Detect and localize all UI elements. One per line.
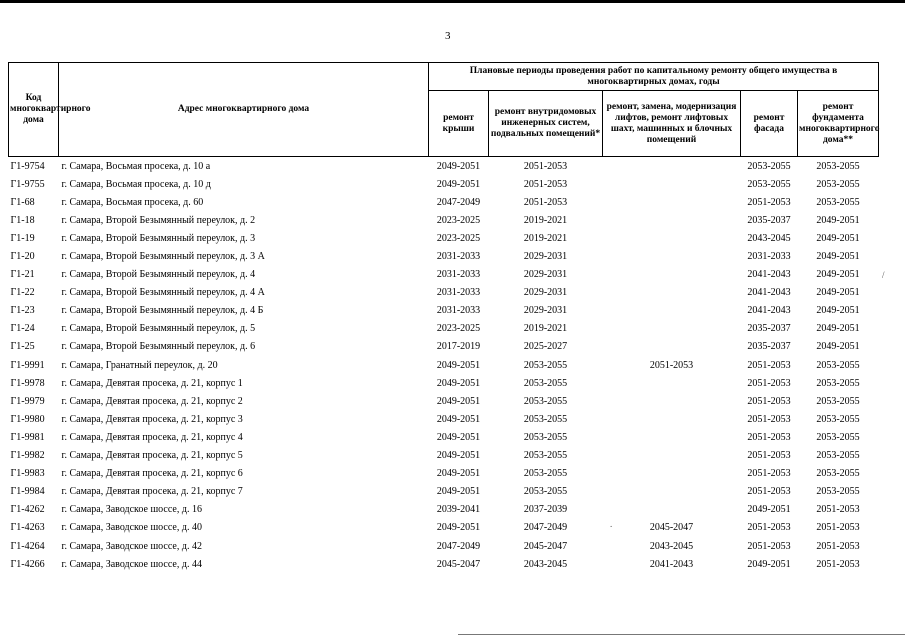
address-cell: г. Самара, Девятая просека, д. 21, корпус 7 bbox=[61, 486, 243, 498]
elevator-period-cell bbox=[603, 284, 741, 302]
facade-period-cell: 2049-2051 bbox=[747, 558, 791, 570]
engineering-period-cell: 2047-2049 bbox=[523, 522, 568, 534]
roof-period-cell: 2049-2051 bbox=[429, 157, 489, 176]
table-row bbox=[9, 374, 879, 392]
engineering-period-cell: 2053-2055 bbox=[523, 450, 568, 462]
elevator-period-cell bbox=[603, 465, 741, 483]
roof-period-cell: 2049-2051 bbox=[436, 413, 481, 425]
roof-period-cell: 2031-2033 bbox=[436, 305, 481, 317]
elevator-period-cell: 2051-2053 bbox=[649, 359, 694, 371]
roof-period-cell: 2047-2049 bbox=[436, 540, 481, 552]
house-code-cell: Г1-9980 bbox=[10, 413, 45, 425]
address-cell: г. Самара, Гранатный переулок, д. 20 bbox=[61, 359, 218, 371]
facade-period-cell: 2035-2037 bbox=[747, 323, 791, 335]
elevator-period-cell bbox=[603, 410, 741, 428]
foundation-period-cell: 2049-2051 bbox=[816, 305, 860, 317]
engineering-period-cell: 2043-2045 bbox=[523, 558, 568, 570]
engineering-period-cell: 2051-2053 bbox=[523, 196, 568, 208]
address-cell: г. Самара, Девятая просека, д. 21, корпус 5 bbox=[61, 450, 243, 462]
house-code-cell: Г1-4266 bbox=[10, 558, 45, 570]
foundation-period-cell: 2049-2051 bbox=[816, 232, 860, 244]
table-row bbox=[9, 392, 879, 410]
table-row bbox=[9, 320, 879, 338]
roof-period-cell: 2039-2041 bbox=[436, 504, 481, 516]
address-cell: г. Самара, Второй Безымянный переулок, д. 4 Б bbox=[61, 305, 264, 317]
foundation-period-cell: 2053-2055 bbox=[816, 413, 860, 425]
table-row bbox=[9, 157, 879, 176]
roof-period-cell: 2031-2033 bbox=[436, 269, 481, 281]
engineering-period-cell: 2019-2021 bbox=[523, 232, 568, 244]
house-code-cell: Г1-9754 bbox=[9, 157, 59, 176]
table-row bbox=[9, 266, 879, 284]
house-code-cell: Г1-4262 bbox=[10, 504, 45, 516]
address-cell: г. Самара, Восьмая просека, д. 60 bbox=[61, 196, 204, 208]
table-row bbox=[9, 356, 879, 374]
foundation-period-cell: 2049-2051 bbox=[816, 287, 860, 299]
house-code-cell: Г1-24 bbox=[10, 323, 35, 335]
foundation-period-cell: 2049-2051 bbox=[816, 341, 860, 353]
address-cell: г. Самара, Восьмая просека, д. 10 д bbox=[61, 178, 211, 190]
address-cell: г. Самара, Второй Безымянный переулок, д. 4 bbox=[61, 269, 256, 281]
stray-mark: . bbox=[610, 519, 613, 529]
roof-period-cell: 2049-2051 bbox=[436, 395, 481, 407]
address-cell: г. Самара, Второй Безымянный переулок, д. 2 bbox=[61, 214, 256, 226]
address-cell: г. Самара, Девятая просека, д. 21, корпус 4 bbox=[61, 431, 243, 443]
facade-period-cell: 2053-2055 bbox=[747, 178, 791, 190]
header-periods: Плановые периоды проведения работ по капитальному ремонту общего имущества в многоквартирных домах, годы bbox=[429, 63, 879, 91]
foundation-period-cell: 2051-2053 bbox=[816, 522, 860, 534]
engineering-period-cell: 2053-2055 bbox=[523, 431, 568, 443]
address-cell: г. Самара, Девятая просека, д. 21, корпус 6 bbox=[61, 468, 243, 480]
roof-period-cell: 2049-2051 bbox=[436, 486, 481, 498]
engineering-period-cell: 2029-2031 bbox=[523, 251, 568, 263]
engineering-period-cell: 2053-2055 bbox=[523, 377, 568, 389]
facade-period-cell: 2049-2051 bbox=[747, 504, 791, 516]
foundation-period-cell: 2053-2055 bbox=[816, 450, 860, 462]
roof-period-cell: 2047-2049 bbox=[436, 196, 481, 208]
engineering-period-cell: 2053-2055 bbox=[523, 486, 568, 498]
engineering-period-cell: 2037-2039 bbox=[523, 504, 568, 516]
roof-period-cell: 2049-2051 bbox=[436, 359, 481, 371]
address-cell: г. Самара, Второй Безымянный переулок, д. 3 bbox=[61, 232, 256, 244]
roof-period-cell: 2031-2033 bbox=[436, 287, 481, 299]
engineering-period-cell: 2053-2055 bbox=[523, 413, 568, 425]
stray-mark: / bbox=[882, 270, 885, 280]
foundation-period-cell: 2053-2055 bbox=[816, 377, 860, 389]
header-engineering: ремонт внутридомовых инженерных систем, подвальных помещений* bbox=[489, 91, 603, 157]
elevator-period-cell bbox=[603, 229, 741, 247]
roof-period-cell: 2045-2047 bbox=[436, 558, 481, 570]
house-code-cell: Г1-9991 bbox=[10, 359, 45, 371]
foundation-period-cell: 2053-2055 bbox=[816, 196, 860, 208]
engineering-period-cell: 2045-2047 bbox=[523, 540, 568, 552]
address-cell: г. Самара, Заводское шоссе, д. 16 bbox=[61, 504, 202, 516]
table-row bbox=[9, 483, 879, 501]
elevator-period-cell bbox=[603, 483, 741, 501]
engineering-period-cell: 2053-2055 bbox=[523, 359, 568, 371]
roof-period-cell: 2023-2025 bbox=[436, 214, 481, 226]
elevator-period-cell bbox=[603, 211, 741, 229]
table-body bbox=[9, 157, 879, 574]
foundation-period-cell: 2051-2053 bbox=[816, 504, 860, 516]
engineering-period-cell: 2019-2021 bbox=[523, 214, 568, 226]
house-code-cell: Г1-21 bbox=[10, 269, 35, 281]
table-row bbox=[9, 338, 879, 356]
table-row bbox=[9, 465, 879, 483]
facade-period-cell: 2051-2053 bbox=[747, 359, 791, 371]
address-cell: г. Самара, Второй Безымянный переулок, д. 4 А bbox=[61, 287, 265, 299]
roof-period-cell: 2049-2051 bbox=[436, 377, 481, 389]
foundation-period-cell: 2049-2051 bbox=[816, 323, 860, 335]
address-cell: г. Самара, Девятая просека, д. 21, корпус 1 bbox=[61, 377, 243, 389]
table-row bbox=[9, 501, 879, 519]
bottom-rule bbox=[458, 634, 905, 635]
house-code-cell: Г1-9755 bbox=[10, 178, 45, 190]
elevator-period-cell bbox=[603, 338, 741, 356]
address-cell: г. Самара, Второй Безымянный переулок, д. 5 bbox=[61, 323, 256, 335]
house-code-cell: Г1-20 bbox=[10, 251, 35, 263]
facade-period-cell: 2051-2053 bbox=[747, 468, 791, 480]
house-code-cell: Г1-4264 bbox=[10, 540, 45, 552]
table-row bbox=[9, 247, 879, 265]
engineering-period-cell: 2029-2031 bbox=[523, 287, 568, 299]
facade-period-cell: 2051-2053 bbox=[747, 450, 791, 462]
house-code-cell: Г1-19 bbox=[10, 232, 35, 244]
engineering-period-cell: 2051-2053 bbox=[523, 178, 568, 190]
elevator-period-cell bbox=[603, 374, 741, 392]
table-row bbox=[9, 193, 879, 211]
facade-period-cell: 2051-2053 bbox=[747, 413, 791, 425]
house-code-cell: Г1-9979 bbox=[10, 395, 45, 407]
facade-period-cell: 2051-2053 bbox=[747, 395, 791, 407]
engineering-period-cell: 2029-2031 bbox=[523, 305, 568, 317]
address-cell: г. Самара, Девятая просека, д. 21, корпус 2 bbox=[61, 395, 243, 407]
header-address: Адрес многоквартирного дома bbox=[59, 63, 429, 157]
elevator-period-cell bbox=[603, 266, 741, 284]
engineering-period-cell: 2053-2055 bbox=[523, 395, 568, 407]
foundation-period-cell: 2051-2053 bbox=[816, 540, 860, 552]
table-row bbox=[9, 229, 879, 247]
address-cell: г. Самара, Заводское шоссе, д. 44 bbox=[61, 558, 202, 570]
table-row bbox=[9, 211, 879, 229]
elevator-period-cell bbox=[603, 501, 741, 519]
facade-period-cell: 2041-2043 bbox=[747, 269, 791, 281]
engineering-period-cell: 2053-2055 bbox=[523, 468, 568, 480]
house-code-cell: Г1-25 bbox=[10, 341, 35, 353]
roof-period-cell: 2031-2033 bbox=[436, 251, 481, 263]
foundation-period-cell: 2053-2055 bbox=[816, 468, 860, 480]
facade-period-cell: 2051-2053 bbox=[747, 431, 791, 443]
address-cell: г. Самара, Девятая просека, д. 21, корпус 3 bbox=[61, 413, 243, 425]
elevator-period-cell bbox=[603, 247, 741, 265]
facade-period-cell: 2041-2043 bbox=[747, 305, 791, 317]
foundation-period-cell: 2053-2055 bbox=[816, 431, 860, 443]
house-code-cell: Г1-9981 bbox=[10, 431, 45, 443]
table-row bbox=[9, 555, 879, 573]
table-row bbox=[9, 175, 879, 193]
house-code-cell: Г1-68 bbox=[10, 196, 35, 208]
roof-period-cell: 2017-2019 bbox=[436, 341, 481, 353]
table-row bbox=[9, 519, 879, 537]
house-code-cell: Г1-18 bbox=[10, 214, 35, 226]
elevator-period-cell bbox=[603, 320, 741, 338]
foundation-period-cell: 2053-2055 bbox=[798, 157, 879, 176]
roof-period-cell: 2049-2051 bbox=[436, 431, 481, 443]
house-code-cell: Г1-9984 bbox=[10, 486, 45, 498]
facade-period-cell: 2041-2043 bbox=[747, 287, 791, 299]
table-row bbox=[9, 410, 879, 428]
foundation-period-cell: 2053-2055 bbox=[816, 395, 860, 407]
roof-period-cell: 2049-2051 bbox=[436, 450, 481, 462]
address-cell: г. Самара, Заводское шоссе, д. 40 bbox=[61, 522, 202, 534]
elevator-period-cell bbox=[603, 428, 741, 446]
table-row bbox=[9, 447, 879, 465]
elevator-period-cell: 2045-2047 bbox=[649, 522, 694, 534]
table-row bbox=[9, 302, 879, 320]
table-row bbox=[9, 537, 879, 555]
facade-period-cell: 2035-2037 bbox=[747, 214, 791, 226]
house-code-cell: Г1-4263 bbox=[10, 522, 45, 534]
foundation-period-cell: 2053-2055 bbox=[816, 359, 860, 371]
address-cell: г. Самара, Второй Безымянный переулок, д. 6 bbox=[61, 341, 256, 353]
facade-period-cell: 2051-2053 bbox=[747, 486, 791, 498]
roof-period-cell: 2049-2051 bbox=[436, 178, 481, 190]
header-roof: ремонт крыши bbox=[429, 91, 489, 157]
elevator-period-cell bbox=[603, 392, 741, 410]
house-code-cell: Г1-9978 bbox=[10, 377, 45, 389]
facade-period-cell: 2035-2037 bbox=[747, 341, 791, 353]
house-code-cell: Г1-9982 bbox=[10, 450, 45, 462]
house-code-cell: Г1-9983 bbox=[10, 468, 45, 480]
foundation-period-cell: 2049-2051 bbox=[816, 251, 860, 263]
table-row bbox=[9, 428, 879, 446]
facade-period-cell: 2051-2053 bbox=[747, 196, 791, 208]
address-cell: г. Самара, Второй Безымянный переулок, д. 3 А bbox=[61, 251, 265, 263]
foundation-period-cell: 2051-2053 bbox=[816, 558, 860, 570]
engineering-period-cell: 2025-2027 bbox=[523, 341, 568, 353]
foundation-period-cell: 2053-2055 bbox=[816, 178, 860, 190]
house-code-cell: Г1-22 bbox=[10, 287, 35, 299]
top-rule bbox=[0, 0, 905, 3]
elevator-period-cell bbox=[603, 193, 741, 211]
elevator-period-cell: 2041-2043 bbox=[649, 558, 694, 570]
engineering-period-cell: 2051-2053 bbox=[489, 157, 603, 176]
roof-period-cell: 2023-2025 bbox=[436, 232, 481, 244]
elevator-period-cell: 2043-2045 bbox=[649, 540, 694, 552]
elevator-period-cell bbox=[603, 175, 741, 193]
facade-period-cell: 2031-2033 bbox=[747, 251, 791, 263]
house-code-cell: Г1-23 bbox=[10, 305, 35, 317]
header-elevators: ремонт, замена, модернизация лифтов, ремонт лифтовых шахт, машинных и блочных помещений bbox=[603, 91, 741, 157]
engineering-period-cell: 2019-2021 bbox=[523, 323, 568, 335]
address-cell: г. Самара, Заводское шоссе, д. 42 bbox=[61, 540, 202, 552]
address-cell: г. Самара, Восьмая просека, д. 10 а bbox=[59, 157, 429, 176]
facade-period-cell: 2043-2045 bbox=[747, 232, 791, 244]
roof-period-cell: 2049-2051 bbox=[436, 522, 481, 534]
facade-period-cell: 2051-2053 bbox=[747, 540, 791, 552]
roof-period-cell: 2023-2025 bbox=[436, 323, 481, 335]
foundation-period-cell: 2049-2051 bbox=[816, 269, 860, 281]
foundation-period-cell: 2053-2055 bbox=[816, 486, 860, 498]
facade-period-cell: 2051-2053 bbox=[747, 377, 791, 389]
roof-period-cell: 2049-2051 bbox=[436, 468, 481, 480]
elevator-period-cell bbox=[603, 157, 741, 176]
facade-period-cell: 2051-2053 bbox=[747, 522, 791, 534]
engineering-period-cell: 2029-2031 bbox=[523, 269, 568, 281]
page-number: 3 bbox=[445, 30, 451, 42]
table-row bbox=[9, 284, 879, 302]
foundation-period-cell: 2049-2051 bbox=[816, 214, 860, 226]
header-foundation: ремонт фундамента многоквартирного дома** bbox=[798, 91, 879, 157]
facade-period-cell: 2053-2055 bbox=[741, 157, 798, 176]
repair-schedule-table bbox=[8, 62, 879, 573]
header-code: Код многоквартирного дома bbox=[9, 63, 59, 157]
header-facade: ремонт фасада bbox=[741, 91, 798, 157]
elevator-period-cell bbox=[603, 302, 741, 320]
elevator-period-cell bbox=[603, 447, 741, 465]
